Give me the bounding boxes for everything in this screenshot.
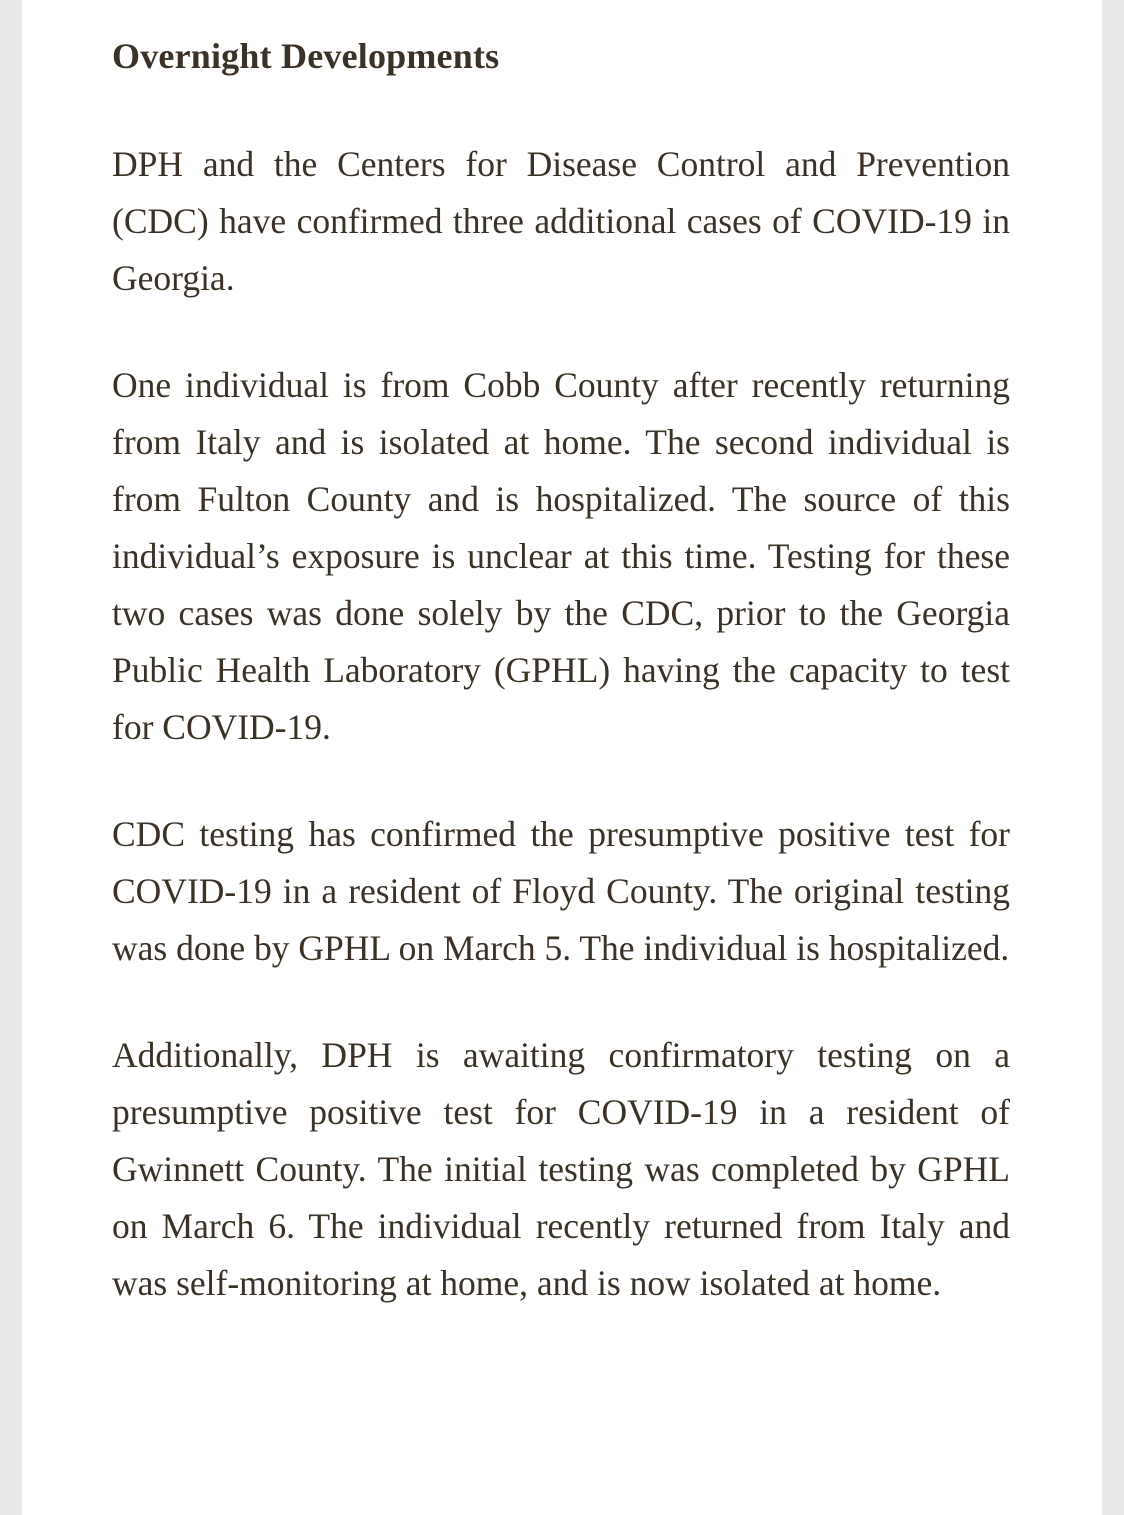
paragraph-summary: DPH and the Centers for Disease Control and Prevention (CDC) have confirmed three additional cases of COVID-19 in Georgia.	[112, 144, 1010, 298]
document-page	[22, 0, 1102, 1515]
paragraph-cobb-fulton: One individual is from Cobb County after recently returning from Italy and is isolated at home. The second individual is from Fulton County and is hospitalized. The source of this individual’s exposure is unclear at this time. Testing for these two cases was done solely by the CDC, prior to the Georgia Public Health Laboratory (GPHL) having the capacity to test for COVID-19.	[112, 365, 1010, 747]
section-heading: Overnight Developments	[112, 36, 500, 76]
article-body	[112, 30, 1010, 1362]
paragraph-gwinnett: Additionally, DPH is awaiting confirmatory testing on a presumptive positive test for COVID-19 in a resident of Gwinnett County. The initial testing was completed by GPHL on March 6. The individual recently returned from Italy and was self-monitoring at home, and is now isolated at home.	[112, 1035, 1010, 1303]
paragraph-floyd: CDC testing has confirmed the presumptive positive test for COVID-19 in a resident of Floyd County. The original testing was done by GPHL on March 5. The individual is hospitalized.	[112, 814, 1010, 968]
